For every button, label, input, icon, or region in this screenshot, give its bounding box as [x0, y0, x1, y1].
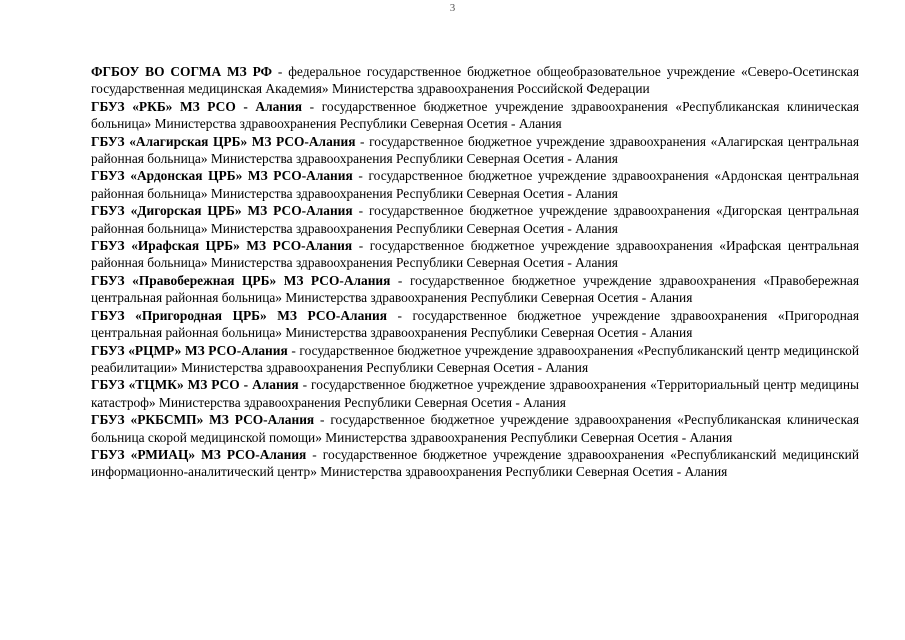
abbreviation-term: ФГБОУ ВО СОГМА МЗ РФ — [91, 64, 273, 79]
abbreviation-entry — [91, 98, 859, 133]
abbreviation-definition: государственное бюджетное учреждение здравоохранения «Ардонская центральная районная больница» Министерства здравоохранения Республики Северная Осетия - Алания — [91, 168, 859, 201]
abbreviation-entry — [91, 237, 859, 272]
abbreviation-term: ГБУЗ «РКБ» МЗ РСО - Алания — [91, 98, 302, 114]
abbreviation-entry — [91, 376, 859, 411]
separator: - — [352, 238, 370, 254]
page-number: 3 — [449, 2, 456, 14]
abbreviation-term: ГБУЗ «ТЦМК» МЗ РСО - Алания — [91, 377, 299, 393]
abbreviation-definition: государственное бюджетное учреждение здравоохранения «Республиканский медицинский информационно-аналитический центр» Министерства здравоохранения Республики Северная Осетия - Алания — [91, 446, 859, 480]
abbreviation-term: ГБУЗ «Пригородная ЦРБ» МЗ РСО-Алания — [91, 307, 387, 323]
abbreviation-term: ГБУЗ «Ардонская ЦРБ» МЗ РСО-Алания — [91, 168, 353, 184]
abbreviation-definition: государственное бюджетное учреждение здравоохранения «Республиканский центр медицинской реабилитации» Министерства здравоохранения Республики Северная Осетия - Алания — [91, 342, 859, 375]
abbreviation-definition: государственное бюджетное учреждение здравоохранения «Алагирская центральная районная больница» Министерства здравоохранения Республики Северная Осетия - Алания — [91, 133, 860, 167]
abbreviation-term: ГБУЗ «РЦМР» МЗ РСО-Алания — [91, 342, 288, 358]
separator: - — [301, 98, 322, 114]
separator: - — [314, 412, 331, 428]
abbreviation-entry — [91, 342, 859, 377]
abbreviation-term: ГБУЗ «Дигорская ЦРБ» МЗ РСО-Алания — [91, 203, 353, 219]
abbreviation-entry — [91, 133, 859, 168]
abbreviation-definition: государственное бюджетное учреждение здравоохранения «Правобережная центральная районная больница» Министерства здравоохранения Республики Северная Осетия - Алания — [91, 272, 860, 306]
abbreviation-entry — [91, 272, 859, 307]
abbreviation-term: ГБУЗ «РМИАЦ» МЗ РСО-Алания — [91, 446, 307, 462]
abbreviation-definition: федеральное государственное бюджетное общеобразовательное учреждение «Северо-Осетинская государственная медицинская Академия» Министерства здравоохранения Российской Федерации — [91, 64, 860, 97]
separator: - — [306, 446, 323, 462]
separator: - — [272, 64, 289, 79]
abbreviation-definition: государственное бюджетное учреждение здравоохранения «Республиканская клиническая больница скорой медицинской помощи» Министерства здравоохранения Республики Северная Осетия - Алания — [91, 412, 860, 445]
abbreviation-entry — [91, 202, 859, 237]
separator: - — [352, 203, 370, 219]
abbreviation-definition: государственное бюджетное учреждение здравоохранения «Ирафская центральная районная больница» Министерства здравоохранения Республики Северная Осетия - Алания — [91, 238, 859, 271]
abbreviation-definition: государственное бюджетное учреждение здравоохранения «Республиканская клиническая больница» Министерства здравоохранения Республики Северная Осетия - Алания — [91, 98, 860, 132]
abbreviation-term: ГБУЗ «Ирафская ЦРБ» МЗ РСО-Алания — [91, 238, 353, 254]
abbreviation-definition: государственное бюджетное учреждение здравоохранения «Дигорская центральная районная больница» Министерства здравоохранения Республики Северная Осетия - Алания — [91, 203, 860, 236]
separator: - — [287, 342, 300, 358]
abbreviation-term: ГБУЗ «РКБСМП» МЗ РСО-Алания — [91, 412, 315, 428]
abbreviation-entry — [91, 446, 859, 481]
abbreviation-definition: государственное бюджетное учреждение здравоохранения «Территориальный центр медицины катастроф» Министерства здравоохранения Республики Северная Осетия - Алания — [91, 377, 860, 410]
abbreviations-list — [91, 63, 859, 481]
separator: - — [386, 307, 413, 323]
separator: - — [298, 377, 312, 393]
abbreviation-entry — [91, 63, 859, 98]
abbreviation-entry — [91, 167, 859, 202]
abbreviation-entry — [91, 307, 859, 342]
separator: - — [390, 272, 410, 288]
abbreviation-definition: государственное бюджетное учреждение здравоохранения «Пригородная центральная районная больница» Министерства здравоохранения Республики Северная Осетия - Алания — [91, 307, 859, 341]
separator: - — [352, 168, 369, 184]
abbreviation-term: ГБУЗ «Правобережная ЦРБ» МЗ РСО-Алания — [91, 272, 391, 288]
separator: - — [355, 133, 370, 149]
abbreviation-entry — [91, 411, 859, 446]
abbreviation-term: ГБУЗ «Алагирская ЦРБ» МЗ РСО-Алания — [91, 133, 356, 149]
